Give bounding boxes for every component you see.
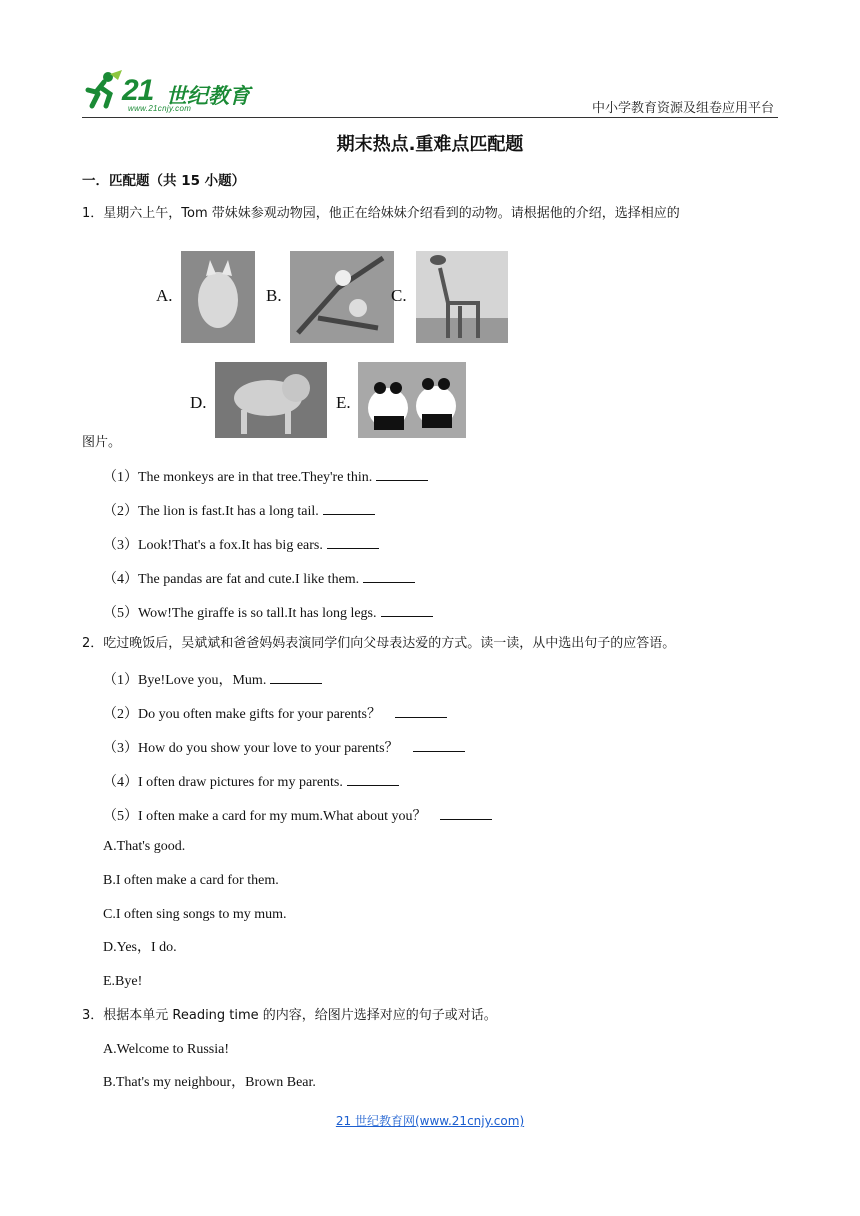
footer <box>0 1112 860 1129</box>
question-2-prompt: 2．吃过晚饭后，吴斌斌和爸爸妈妈表演同学们向父母表达爱的方式。读一读，从中选出句子的应答语。 <box>82 636 676 651</box>
answer-blank[interactable] <box>395 703 447 718</box>
section-heading: 一．匹配题（共 15 小题） <box>82 173 246 189</box>
photo-label-c: C. <box>391 286 407 305</box>
answer-blank[interactable] <box>323 500 375 515</box>
q3-option: B.That's my neighbour，Brown Bear. <box>103 1075 316 1090</box>
footer-link[interactable]: 21 世纪教育网(www.21cnjy.com) <box>335 1114 525 1128</box>
q2-option: B.I often make a card for them. <box>103 873 279 888</box>
brand-url: www.21cnjy.com <box>128 104 192 113</box>
question-1-prompt-end: 图片。 <box>82 435 122 450</box>
q2-item: （2）Do you often make gifts for your parents？ <box>103 703 447 724</box>
answer-blank[interactable] <box>413 737 465 752</box>
photo-label-a: A. <box>156 286 173 305</box>
answer-blank[interactable] <box>381 602 433 617</box>
answer-blank[interactable] <box>347 771 399 786</box>
q3-option: A.Welcome to Russia! <box>103 1042 230 1057</box>
page-title: 期末热点.重难点匹配题 <box>336 134 524 155</box>
q1-item: （1）The monkeys are in that tree.They're thin. <box>103 466 428 487</box>
q1-item: （4）The pandas are fat and cute.I like them. <box>103 568 415 589</box>
q1-item: （2）The lion is fast.It has a long tail. <box>103 500 375 521</box>
answer-blank[interactable] <box>270 669 322 684</box>
q2-option: E.Bye! <box>103 974 143 989</box>
q2-item: （4）I often draw pictures for my parents. <box>103 771 399 792</box>
q1-item: （3）Look!That's a fox.It has big ears. <box>103 534 379 555</box>
q2-item: （1）Bye!Love you，Mum. <box>103 669 322 690</box>
q2-item: （5）I often make a card for my mum.What about you？ <box>103 805 492 826</box>
answer-blank[interactable] <box>363 568 415 583</box>
photo-label-e: E. <box>336 393 351 412</box>
answer-blank[interactable] <box>440 805 492 820</box>
brand-number: 21 <box>122 74 154 107</box>
platform-label: 中小学教育资源及组卷应用平台 <box>591 101 774 116</box>
photo-label-b: B. <box>266 286 282 305</box>
q2-option: A.That's good. <box>103 839 186 854</box>
question-1-prompt: 1．星期六上午，Tom 带妹妹参观动物园，他正在给妹妹介绍看到的动物。请根据他的介绍，选择相应的 <box>82 206 680 221</box>
brand-name: 世纪教育 <box>166 84 250 108</box>
runner-logo-icon <box>82 68 126 112</box>
q2-item: （3）How do you show your love to your parents？ <box>103 737 465 758</box>
answer-blank[interactable] <box>376 466 428 481</box>
photo-monkeys <box>290 251 394 343</box>
q2-option: C.I often sing songs to my mum. <box>103 907 287 922</box>
answer-blank[interactable] <box>327 534 379 549</box>
q1-item: （5）Wow!The giraffe is so tall.It has long legs. <box>103 602 433 623</box>
q2-option: D.Yes，I do. <box>103 940 177 955</box>
animal-photos <box>148 238 513 444</box>
question-3-prompt: 3．根据本单元 Reading time 的内容，给图片选择对应的句子或对话。 <box>82 1008 497 1023</box>
header-divider <box>82 117 778 118</box>
photo-label-d: D. <box>190 393 207 412</box>
